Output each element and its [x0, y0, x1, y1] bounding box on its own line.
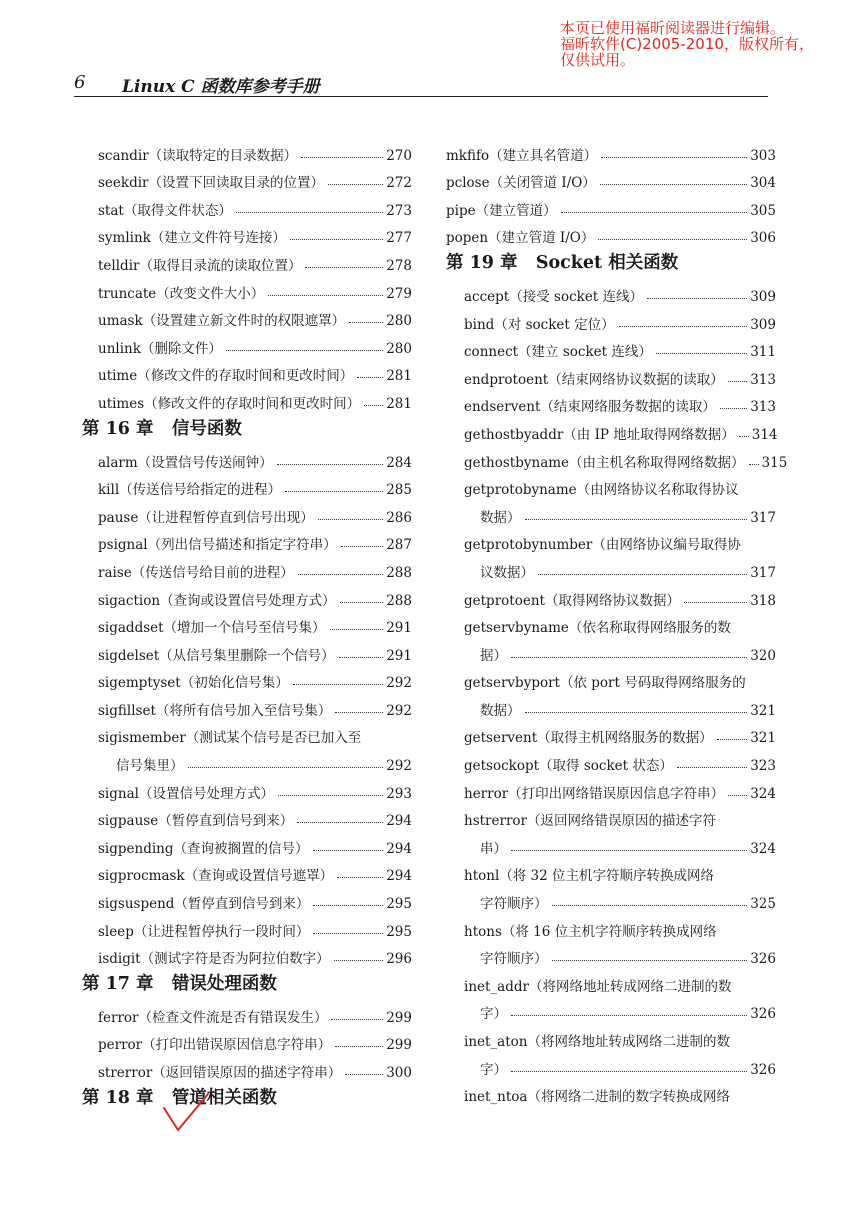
toc-entry-title: strerror（返回错误原因的描述字符串） — [98, 1065, 342, 1081]
dot-leader — [330, 629, 384, 630]
toc-entry[interactable] — [446, 664, 776, 692]
toc-entry-page: 314 — [751, 426, 778, 443]
toc-entry-title: endprotoent（结束网络协议数据的读取） — [464, 371, 724, 388]
toc-entry-title: seekdir（设置下回读取目录的位置） — [98, 175, 324, 192]
toc-entry-page: 295 — [386, 896, 412, 913]
dot-leader — [619, 326, 748, 327]
toc-entry[interactable] — [82, 884, 412, 912]
dot-leader — [337, 877, 383, 878]
toc-entry[interactable] — [82, 609, 412, 637]
watermark-line-2: 福昕软件(C)2005-2010，版权所有， — [560, 35, 814, 53]
toc-entry-page: 294 — [386, 840, 412, 857]
toc-entry[interactable] — [446, 857, 776, 885]
toc-entry-page: 315 — [761, 454, 788, 471]
page-header — [74, 70, 768, 98]
toc-entry-page: 291 — [386, 647, 412, 664]
toc-entry[interactable] — [446, 912, 776, 940]
toc-entry[interactable] — [82, 526, 412, 554]
dot-leader — [656, 353, 747, 354]
toc-entry[interactable] — [82, 443, 412, 471]
toc-entry-page: 317 — [750, 509, 776, 526]
page-number: 6 — [74, 72, 86, 93]
toc-entry-page: 292 — [386, 675, 412, 692]
dot-leader — [277, 464, 384, 465]
toc-entry-title: getservbyport（依 port 号码取得网络服务的 — [464, 675, 746, 692]
dot-leader — [328, 184, 383, 185]
toc-entry[interactable] — [82, 912, 412, 940]
toc-entry-page: 270 — [386, 147, 412, 164]
toc-entry[interactable] — [446, 415, 776, 443]
toc-entry-page: 299 — [386, 1009, 412, 1026]
dot-leader — [226, 350, 383, 351]
dot-leader — [334, 960, 384, 961]
toc-entry-page: 294 — [386, 813, 412, 830]
toc-entry[interactable] — [446, 884, 776, 912]
toc-entry[interactable] — [446, 305, 776, 333]
toc-entry-title: sigaddset（增加一个信号至信号集） — [98, 620, 326, 637]
toc-entry-title: truncate（改变文件大小） — [98, 285, 265, 302]
toc-entry-title: telldir（取得目录流的读取位置） — [98, 257, 302, 274]
toc-entry[interactable] — [82, 719, 412, 747]
dot-leader — [739, 436, 749, 437]
toc-entry-title: utime（修改文件的存取时间和更改时间） — [98, 368, 354, 385]
toc-entry-title: getservent（取得主机网络服务的数据） — [464, 730, 713, 747]
toc-entry-title: 字） — [480, 1061, 507, 1078]
toc-entry-title: sigdelset（从信号集里删除一个信号） — [98, 647, 335, 664]
dot-leader — [339, 657, 384, 658]
toc-entry-page: 291 — [386, 620, 412, 637]
toc-entry-page: 324 — [750, 840, 776, 857]
toc-entry-title: herror（打印出网络错误原因信息字符串） — [464, 785, 725, 802]
dot-leader — [335, 712, 383, 713]
dot-leader — [511, 1015, 747, 1016]
header-rule — [74, 96, 768, 97]
toc-entry-page: 300 — [386, 1065, 412, 1081]
toc-entry[interactable] — [82, 746, 412, 774]
toc-entry-title: sigfillset（将所有信号加入至信号集） — [98, 702, 332, 719]
toc-entry[interactable] — [446, 333, 776, 361]
toc-entry-page: 304 — [750, 175, 776, 192]
toc-entry[interactable] — [446, 802, 776, 830]
dot-leader — [236, 212, 383, 213]
toc-entry-title: getprotobynumber（由网络协议编号取得协 — [464, 537, 741, 554]
toc-entry-page: 311 — [750, 344, 776, 361]
toc-entry[interactable] — [82, 219, 412, 247]
toc-entry-title: ferror（检查文件流是否有错误发生） — [98, 1009, 328, 1026]
toc-entry[interactable] — [446, 746, 776, 774]
toc-entry-title: psignal（列出信号描述和指定字符串） — [98, 537, 337, 554]
toc-entry-title: pclose（关闭管道 I/O） — [446, 175, 596, 192]
dot-leader — [341, 546, 384, 547]
dot-leader — [345, 1074, 383, 1075]
dot-leader — [297, 822, 383, 823]
toc-entry-title: kill（传送信号给指定的进程） — [98, 482, 282, 499]
toc-entry-page: 280 — [386, 340, 412, 357]
toc-entry-title: 字） — [480, 1006, 507, 1023]
toc-entry[interactable] — [446, 498, 776, 526]
toc-entry[interactable] — [82, 829, 412, 857]
toc-entry[interactable] — [446, 967, 776, 995]
dot-leader — [561, 212, 748, 213]
dot-leader — [552, 960, 748, 961]
toc-entry-page: 323 — [750, 758, 776, 775]
toc-entry-page: 296 — [386, 951, 412, 968]
toc-entry[interactable] — [82, 802, 412, 830]
toc-entry-page: 320 — [750, 647, 776, 664]
dot-leader — [525, 519, 748, 520]
toc-entry-title: 串） — [480, 840, 507, 857]
toc-entry-title: htonl（将 32 位主机字符顺序转换成网络 — [464, 868, 715, 885]
toc-entry[interactable] — [82, 471, 412, 499]
toc-entry-page: 292 — [386, 758, 412, 775]
toc-entry[interactable] — [446, 360, 776, 388]
toc-entry-page: 317 — [750, 564, 776, 581]
toc-entry-page: 292 — [386, 702, 412, 719]
dot-leader — [335, 1046, 383, 1047]
dot-leader — [511, 850, 747, 851]
toc-entry[interactable] — [446, 940, 776, 968]
toc-entry-title: getprotoent（取得网络协议数据） — [464, 592, 680, 609]
toc-entry-page: 313 — [750, 399, 776, 416]
dot-leader — [313, 933, 383, 934]
toc-entry-title: signal（设置信号处理方式） — [98, 785, 274, 802]
dot-leader — [552, 905, 748, 906]
toc-entry[interactable] — [446, 774, 776, 802]
toc-entry-page: 277 — [386, 230, 412, 247]
toc-entry-title: alarm（设置信号传送闹钟） — [98, 454, 273, 471]
toc-entry[interactable] — [82, 940, 412, 968]
toc-entry-title: connect（建立 socket 连线） — [464, 344, 652, 361]
toc-entry-title: getservbyname（依名称取得网络服务的数 — [464, 620, 731, 637]
toc-entry-page: 272 — [386, 175, 412, 192]
dot-leader — [749, 464, 759, 465]
toc-entry[interactable] — [82, 857, 412, 885]
dot-leader — [313, 905, 383, 906]
toc-entry-title: gethostbyname（由主机名称取得网络数据） — [464, 454, 745, 471]
toc-entry[interactable] — [446, 1022, 776, 1050]
toc-entry-title: pause（让进程暂停直到信号出现） — [98, 509, 314, 526]
editor-watermark — [560, 20, 860, 68]
toc-entry[interactable] — [446, 219, 776, 247]
toc-entry-title: 字符顺序） — [480, 951, 548, 968]
toc-entry[interactable] — [82, 774, 412, 802]
toc-entry-page: 303 — [750, 147, 776, 164]
dot-leader — [364, 405, 383, 406]
dot-leader — [318, 519, 383, 520]
toc-entry[interactable] — [446, 388, 776, 416]
watermark-line-3: 仅供试用。 — [560, 51, 636, 69]
toc-entry-title: utimes（修改文件的存取时间和更改时间） — [98, 395, 361, 412]
toc-entry-page: 318 — [750, 592, 776, 609]
toc-entry[interactable] — [82, 357, 412, 385]
toc-entry-title: 信号集里） — [116, 758, 184, 775]
toc-entry[interactable] — [82, 164, 412, 192]
toc-entry[interactable] — [82, 553, 412, 581]
toc-entry-title: 字符顺序） — [480, 896, 548, 913]
dot-leader — [601, 157, 747, 158]
toc-entry-title: popen（建立管道 I/O） — [446, 230, 595, 247]
toc-entry-page: 324 — [750, 785, 776, 802]
dot-leader — [278, 795, 383, 796]
toc-entry-page: 321 — [750, 730, 776, 747]
dot-leader — [293, 684, 384, 685]
toc-entry[interactable] — [446, 636, 776, 664]
book-title: Linux C 函数库参考手册 — [122, 77, 320, 97]
toc-entry-page: 325 — [750, 896, 776, 913]
toc-entry-title: stat（取得文件状态） — [98, 202, 232, 219]
dot-leader — [728, 795, 747, 796]
toc-entry[interactable] — [82, 274, 412, 302]
toc-entry[interactable] — [82, 329, 412, 357]
toc-entry-page: 278 — [386, 257, 412, 274]
toc-entry[interactable] — [82, 581, 412, 609]
dot-leader — [340, 602, 384, 603]
toc-entry-page: 313 — [750, 371, 776, 388]
dot-leader — [357, 377, 383, 378]
dot-leader — [677, 767, 747, 768]
watermark-line-1: 本页已使用福昕阅读器进行编辑。 — [560, 19, 786, 37]
toc-entry-title: inet_addr（将网络地址转成网络二进制的数 — [464, 978, 732, 995]
toc-entry[interactable] — [446, 471, 776, 499]
toc-entry[interactable] — [82, 636, 412, 664]
toc-entry[interactable] — [446, 136, 776, 164]
toc-entry[interactable] — [446, 526, 776, 554]
toc-entry-title: accept（接受 socket 连线） — [464, 288, 644, 305]
toc-entry[interactable] — [446, 1050, 776, 1078]
toc-entry-title: getsockopt（取得 socket 状态） — [464, 758, 673, 775]
toc-entry[interactable] — [82, 998, 412, 1026]
toc-entry[interactable] — [82, 191, 412, 219]
dot-leader — [331, 1019, 383, 1020]
toc-entry-title: getprotobyname（由网络协议名称取得协议 — [464, 482, 739, 499]
toc-entry[interactable] — [446, 609, 776, 637]
toc-entry-page: 299 — [386, 1037, 412, 1054]
toc-entry-page: 281 — [386, 368, 412, 385]
toc-entry-title: inet_aton（将网络地址转成网络二进制的数 — [464, 1034, 730, 1050]
chapter-heading: 第 16 章 信号函数 — [82, 418, 242, 439]
toc-entry[interactable] — [446, 581, 776, 609]
chapter-heading: 第 19 章 Socket 相关函数 — [446, 253, 679, 274]
dot-leader — [285, 491, 383, 492]
toc-entry[interactable] — [82, 664, 412, 692]
toc-entry-title: pipe（建立管道） — [446, 202, 557, 219]
toc-entry-title: bind（对 socket 定位） — [464, 316, 615, 333]
dot-leader — [511, 657, 747, 658]
toc-left-column — [82, 136, 412, 1112]
toc-entry-title: sleep（让进程暂停执行一段时间） — [98, 923, 310, 940]
toc-entry[interactable] — [82, 384, 412, 412]
toc-entry-title: 议数据） — [480, 564, 534, 581]
toc-entry[interactable] — [82, 691, 412, 719]
toc-right-column — [446, 136, 788, 1106]
dot-leader — [313, 850, 384, 851]
toc-entry-page: 285 — [386, 482, 412, 499]
toc-entry-page: 326 — [750, 1061, 776, 1078]
toc-entry[interactable] — [82, 302, 412, 330]
red-checkmark-icon — [160, 1090, 220, 1140]
dot-leader — [268, 295, 383, 296]
dot-leader — [525, 712, 748, 713]
toc-entry-title: sigaction（查询或设置信号处理方式） — [98, 592, 336, 609]
dot-leader — [647, 298, 747, 299]
dot-leader — [305, 267, 383, 268]
toc-entry[interactable] — [446, 829, 776, 857]
toc-entry-page: 287 — [386, 537, 412, 554]
toc-entry[interactable] — [82, 1053, 412, 1081]
toc-entry-title: scandir（读取特定的目录数据） — [98, 147, 298, 164]
dot-leader — [598, 239, 747, 240]
toc-entry-title: isdigit（测试字符是否为阿拉伯数字） — [98, 951, 330, 968]
toc-entry[interactable] — [446, 553, 776, 581]
toc-entry-page: 293 — [386, 785, 412, 802]
toc-entry-page: 273 — [386, 202, 412, 219]
toc-entry-title: sigismember（测试某个信号是否已加入至 — [98, 730, 362, 747]
toc-entry-page: 279 — [386, 285, 412, 302]
toc-entry[interactable] — [446, 277, 776, 305]
chapter-heading: 第 18 章 管道相关函数 — [82, 1088, 277, 1108]
toc-entry-page: 309 — [750, 316, 776, 333]
dot-leader — [188, 767, 384, 768]
dot-leader — [290, 239, 383, 240]
toc-entry-page: 309 — [750, 288, 776, 305]
dot-leader — [728, 381, 748, 382]
toc-entry-title: htons（将 16 位主机字符顺序转换成网络 — [464, 923, 717, 940]
toc-entry-title: inet_ntoa（将网络二进制的数字转换成网络 — [464, 1089, 730, 1106]
toc-entry-page: 280 — [386, 313, 412, 330]
toc-entry-page: 295 — [386, 923, 412, 940]
toc-entry-title: 数据） — [480, 509, 521, 526]
toc-entry-page: 326 — [750, 1006, 776, 1023]
toc-entry-title: sigsuspend（暂停直到信号到来） — [98, 896, 310, 913]
toc-entry-page: 306 — [750, 230, 776, 247]
dot-leader — [717, 739, 748, 740]
toc-entry-page: 286 — [386, 509, 412, 526]
toc-entry-title: hstrerror（返回网络错误原因的描述字符 — [464, 813, 716, 830]
dot-leader — [349, 322, 383, 323]
toc-entry[interactable] — [446, 164, 776, 192]
toc-entry[interactable] — [446, 719, 776, 747]
toc-entry-page: 288 — [386, 564, 412, 581]
toc-entry[interactable] — [446, 691, 776, 719]
toc-entry-page: 288 — [386, 592, 412, 609]
dot-leader — [298, 574, 383, 575]
toc-entry-page: 321 — [750, 702, 776, 719]
toc-entry-title: symlink（建立文件符号连接） — [98, 230, 286, 247]
dot-leader — [301, 157, 383, 158]
toc-entry[interactable] — [446, 995, 776, 1023]
toc-entry-title: umask（设置建立新文件时的权限遮罩） — [98, 313, 346, 330]
toc-entry-title: sigprocmask（查询或设置信号遮罩） — [98, 868, 334, 885]
toc-entry[interactable] — [446, 191, 776, 219]
dot-leader — [511, 1071, 747, 1072]
toc-entry-title: gethostbyaddr（由 IP 地址取得网络数据） — [464, 426, 735, 443]
dot-leader — [720, 408, 747, 409]
dot-leader — [600, 184, 747, 185]
toc-entry-page: 305 — [750, 202, 776, 219]
toc-entry-title: 据） — [480, 647, 507, 664]
toc-entry[interactable] — [82, 246, 412, 274]
toc-entry[interactable] — [82, 498, 412, 526]
toc-entry-title: sigemptyset（初始化信号集） — [98, 675, 289, 692]
dot-leader — [684, 602, 747, 603]
toc-entry[interactable] — [446, 1078, 776, 1106]
toc-entry[interactable] — [82, 1026, 412, 1054]
chapter-heading: 第 17 章 错误处理函数 — [82, 974, 277, 995]
toc-entry-page: 281 — [386, 395, 412, 412]
toc-entry-title: sigpause（暂停直到信号到来） — [98, 813, 294, 830]
toc-entry-page: 326 — [750, 951, 776, 968]
toc-entry-title: endservent（结束网络服务数据的读取） — [464, 399, 716, 416]
toc-entry-title: sigpending（查询被搁置的信号） — [98, 840, 309, 857]
toc-entry[interactable] — [82, 136, 412, 164]
toc-entry[interactable] — [446, 443, 788, 471]
toc-entry-page: 294 — [386, 868, 412, 885]
toc-entry-title: unlink（删除文件） — [98, 340, 222, 357]
toc-entry-title: 数据） — [480, 702, 521, 719]
toc-entry-page: 284 — [386, 454, 412, 471]
dot-leader — [538, 574, 747, 575]
toc-entry-title: mkfifo（建立具名管道） — [446, 147, 598, 164]
toc-entry-title: raise（传送信号给目前的进程） — [98, 564, 294, 581]
toc-entry-title: perror（打印出错误原因信息字符串） — [98, 1037, 332, 1054]
